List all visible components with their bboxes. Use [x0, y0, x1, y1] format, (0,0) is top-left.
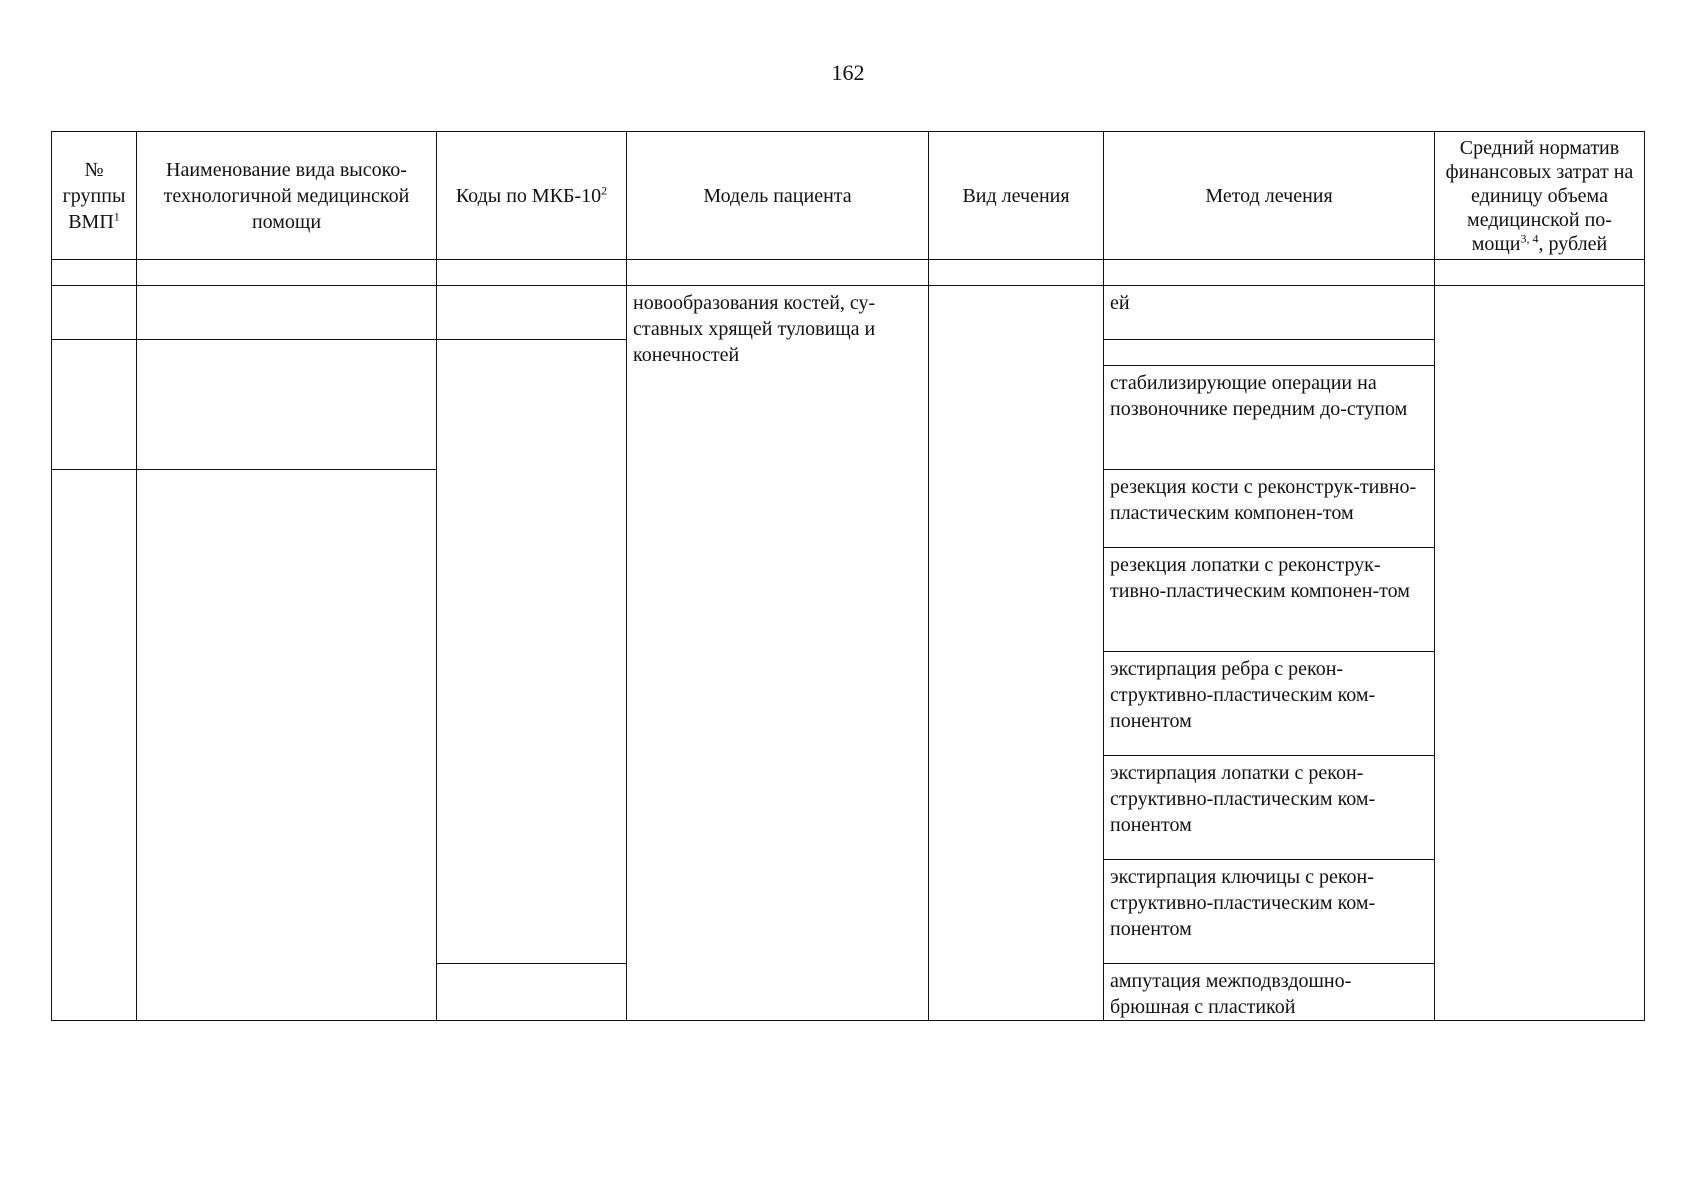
table-cell: [437, 286, 627, 340]
method-cell: экстирпация ключицы с рекон-структивно-пластическим ком-понентом: [1104, 860, 1435, 964]
header-name: Наименование вида высоко-технологичной медицинской помощи: [137, 132, 437, 260]
table-cell: [627, 260, 929, 286]
table-cell: [437, 260, 627, 286]
page-number: 162: [831, 60, 865, 85]
header-treatment-type: Вид лечения: [929, 132, 1104, 260]
table-cell: [137, 286, 437, 340]
method-cell: ей: [1104, 286, 1435, 340]
header-cost: Средний норматив финансовых затрат на единицу объема медицинской по-мощи$^{3, 4}$, рублей: [1435, 132, 1645, 260]
header-row: [52, 132, 1645, 260]
method-cell: экстирпация ребра с рекон-структивно-пластическим ком-понентом: [1104, 652, 1435, 756]
table-cell: [137, 340, 437, 470]
table-cell: [137, 260, 437, 286]
header-patient-model: Модель пациента: [627, 132, 929, 260]
table-cell: [437, 964, 627, 1021]
treatment-table: [51, 131, 1645, 1021]
table-cell: [52, 260, 137, 286]
table-row: [52, 260, 1645, 286]
table-cell: [1435, 260, 1645, 286]
table-cell: [137, 470, 437, 1021]
method-cell: [1104, 340, 1435, 366]
header-treatment-method: Метод лечения: [1104, 132, 1435, 260]
method-cell: экстирпация лопатки с рекон-структивно-пластическим ком-понентом: [1104, 756, 1435, 860]
cost-cell: [1435, 286, 1645, 1021]
patient-model-cell: новообразования костей, су-ставных хрящей туловища и конечностей: [627, 286, 929, 1021]
method-cell: ампутация межподвздошно-брюшная с пластикой: [1104, 964, 1435, 1021]
table-cell: [1104, 260, 1435, 286]
method-cell: резекция лопатки с реконструк-тивно-пластическим компонен-том: [1104, 548, 1435, 652]
method-cell: стабилизирующие операции на позвоночнике передним до-ступом: [1104, 366, 1435, 470]
table-cell: [52, 340, 137, 470]
header-icd-codes: Коды по МКБ-$10^2$: [437, 132, 627, 260]
method-cell: резекция кости с реконструк-тивно-пластическим компонен-том: [1104, 470, 1435, 548]
table-cell: [52, 286, 137, 340]
table-cell: [929, 260, 1104, 286]
table-cell: [52, 470, 137, 1021]
treatment-type-cell: [929, 286, 1104, 1021]
table-cell: [437, 340, 627, 964]
table-row: [52, 286, 1645, 340]
header-group-no: № группы ВМП$^1$: [52, 132, 137, 260]
